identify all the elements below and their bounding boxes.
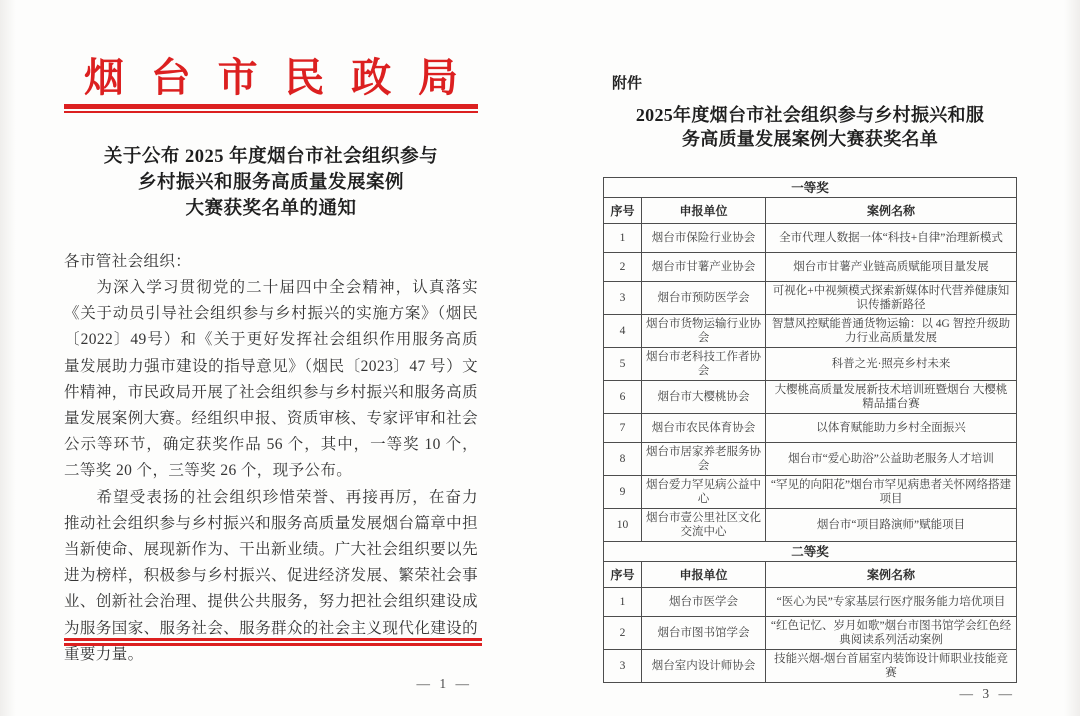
table-row	[604, 315, 1017, 348]
cell-case-name: “红色记忆、岁月如歌”烟台市图书馆学会红色经典阅读系列活动案例	[766, 617, 1017, 650]
table-row	[604, 617, 1017, 650]
agency-title: 烟 台 市 民 政 局	[84, 55, 458, 100]
salutation: 各市管社会组织：	[64, 252, 192, 270]
red-footer-rule	[64, 638, 482, 646]
page-1	[64, 0, 478, 716]
body-paragraph: 希望受表扬的社会组织珍惜荣誉、再接再厉，在奋力推动社会组织参与乡村振兴和服务高质量发展烟台篇章中担当新使命、展现新作为、干出新业绩。广大社会组织要以先进为榜样，积极参与乡村振兴、促进经济发展、繁荣社会事业、创新社会治理、提供公共服务，努力把社会组织建设成为服务国家、服务社会、服务群众的社会主义现代化建设的重要力量。	[64, 488, 478, 663]
cell-organization: 烟台市壹公里社区文化交流中心	[642, 509, 766, 542]
table-row	[604, 476, 1017, 509]
cell-organization: 烟台爱力罕见病公益中心	[642, 476, 766, 509]
table-row	[604, 509, 1017, 542]
cell-index: 6	[604, 381, 642, 414]
table-row	[604, 588, 1017, 617]
body-paragraph: 为深入学习贯彻党的二十届四中全会精神，认真落实《关于动员引导社会组织参与乡村振兴的实施方案》（烟民〔2022〕49号）和《关于更好发挥社会组织作用服务高质量发展助力强市建设的指导意见》（烟民〔2023〕47 号）文件精神，市民政局开展了社会组织参与乡村振兴和服务高质量发展案例大赛。经组织申报、资质审核、专家评审和社会公示等环节，确定获奖作品 56 个，其中，一等奖 10 个，二等奖 20 个，三等奖 26 个，现予公布。	[64, 279, 478, 480]
notice-body	[64, 249, 478, 668]
cell-case-name: “医心为民”专家基层行医疗服务能力培优项目	[766, 588, 1017, 617]
cell-index: 3	[604, 282, 642, 315]
cell-index: 2	[604, 617, 642, 650]
cell-case-name: 烟台市“爱心助浴”公益助老服务人才培训	[766, 443, 1017, 476]
cell-index: 3	[604, 650, 642, 683]
cell-index: 2	[604, 253, 642, 282]
cell-organization: 烟台市图书馆学会	[642, 617, 766, 650]
cell-organization: 烟台市货物运输行业协会	[642, 315, 766, 348]
prize-section-row	[604, 542, 1017, 562]
doc-title-line-1: 关于公布 2025 年度烟台市社会组织参与	[103, 146, 439, 167]
award-table	[603, 177, 1017, 683]
cell-organization: 烟台市老科技工作者协会	[642, 348, 766, 381]
table-row	[604, 253, 1017, 282]
cell-organization: 烟台市居家养老服务协会	[642, 443, 766, 476]
cell-organization: 烟台市保险行业协会	[642, 224, 766, 253]
column-header: 序号	[604, 198, 642, 224]
page-number-1: — 1 —	[416, 676, 472, 691]
cell-index: 10	[604, 509, 642, 542]
doc-title	[64, 144, 478, 222]
column-header: 申报单位	[642, 198, 766, 224]
cell-case-name: 全市代理人数据一体“科技+自律”治理新模式	[766, 224, 1017, 253]
doc-title-line-3: 大赛获奖名单的通知	[185, 198, 357, 219]
prize-section-title: 一等奖	[604, 178, 1017, 198]
award-list-title	[603, 103, 1017, 151]
table-row	[604, 414, 1017, 443]
award-list-title-line-1: 2025年度烟台市社会组织参与乡村振兴和服	[635, 105, 985, 125]
cell-case-name: 大樱桃高质量发展新技术培训班暨烟台 大樱桃精品擂台赛	[766, 381, 1017, 414]
attachment-label: 附件	[612, 76, 643, 92]
table-row	[604, 443, 1017, 476]
cell-organization: 烟台室内设计师协会	[642, 650, 766, 683]
column-header-row	[604, 198, 1017, 224]
cell-index: 7	[604, 414, 642, 443]
cell-organization: 烟台市甘薯产业协会	[642, 253, 766, 282]
column-header: 案例名称	[766, 198, 1017, 224]
cell-index: 8	[604, 443, 642, 476]
prize-section-title: 二等奖	[604, 542, 1017, 562]
cell-index: 1	[604, 224, 642, 253]
table-row	[604, 224, 1017, 253]
cell-index: 5	[604, 348, 642, 381]
cell-index: 1	[604, 588, 642, 617]
table-row	[604, 650, 1017, 683]
column-header-row	[604, 562, 1017, 588]
award-list-title-line-2: 务高质量发展案例大赛获奖名单	[681, 129, 939, 149]
cell-case-name: “罕见的向阳花”烟台市罕见病患者关怀网络搭建项目	[766, 476, 1017, 509]
red-header-rule	[64, 104, 478, 113]
cell-case-name: 科普之光·照亮乡村未来	[766, 348, 1017, 381]
cell-case-name: 智慧风控赋能普通货物运输：以 4G 智控升级助力行业高质量发展	[766, 315, 1017, 348]
cell-index: 4	[604, 315, 642, 348]
page-number-3: — 3 —	[959, 686, 1015, 701]
table-row	[604, 282, 1017, 315]
cell-index: 9	[604, 476, 642, 509]
cell-case-name: 烟台市甘薯产业链高质赋能项目量发展	[766, 253, 1017, 282]
table-row	[604, 348, 1017, 381]
table-row	[604, 381, 1017, 414]
column-header: 案例名称	[766, 562, 1017, 588]
cell-case-name: 可视化+中视频模式探索新媒体时代营养健康知识传播新路径	[766, 282, 1017, 315]
column-header: 申报单位	[642, 562, 766, 588]
page-3	[603, 0, 1017, 716]
cell-case-name: 以体育赋能助力乡村全面振兴	[766, 414, 1017, 443]
doc-title-line-2: 乡村振兴和服务高质量发展案例	[137, 172, 404, 193]
cell-case-name: 烟台市“项目路演师”赋能项目	[766, 509, 1017, 542]
cell-organization: 烟台市医学会	[642, 588, 766, 617]
prize-section-row	[604, 178, 1017, 198]
cell-organization: 烟台市大樱桃协会	[642, 381, 766, 414]
cell-organization: 烟台市农民体育协会	[642, 414, 766, 443]
cell-organization: 烟台市预防医学会	[642, 282, 766, 315]
cell-case-name: 技能兴烟-烟台首届室内装饰设计师职业技能竞赛	[766, 650, 1017, 683]
column-header: 序号	[604, 562, 642, 588]
